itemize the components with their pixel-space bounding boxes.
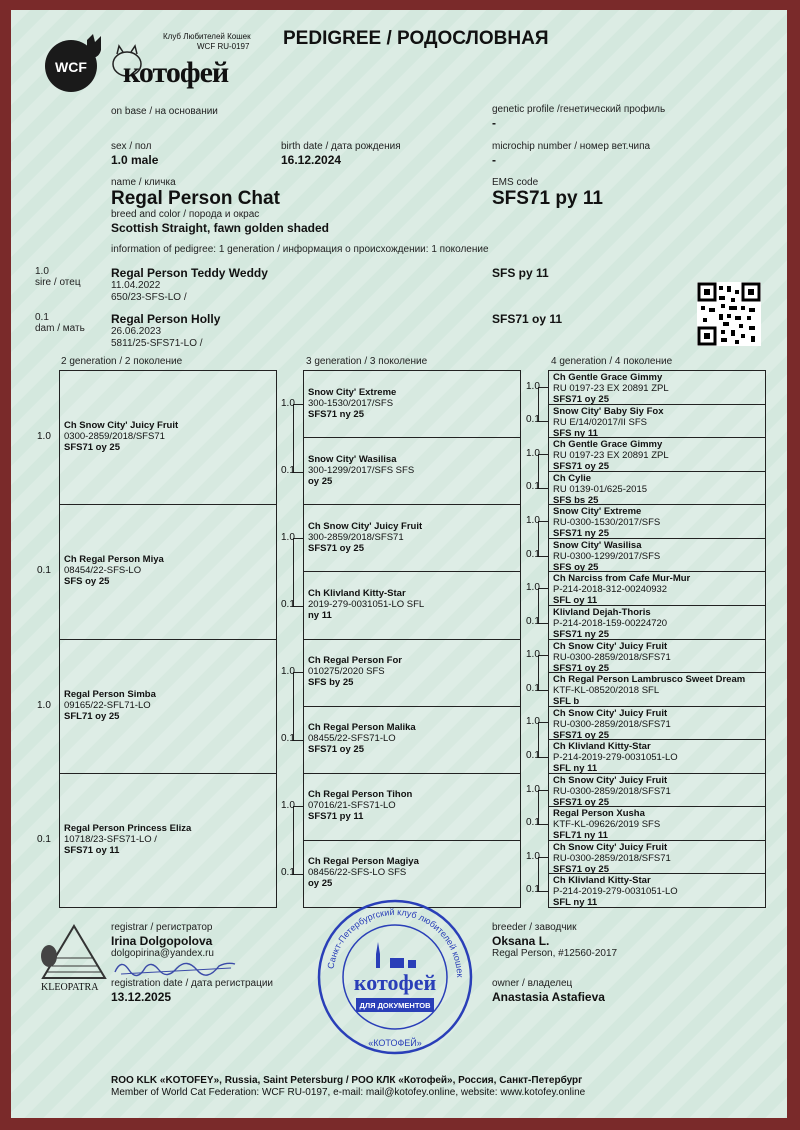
ancestor-info: [308, 789, 518, 822]
ancestor-sex: 0.1: [526, 817, 540, 829]
ancestor-name: Klivland Dejah-Thoris: [553, 606, 651, 618]
ancestor-box: [303, 437, 521, 505]
ancestor-box: [548, 404, 766, 439]
ancestor-info: [553, 439, 763, 472]
club-stamp: [316, 898, 474, 1056]
ancestor-ems: SFS oy 25: [553, 561, 599, 573]
club-code: WCF RU-0197: [197, 42, 250, 51]
ancestor-name: Snow City' Wasilisa: [553, 539, 642, 551]
ancestor-sex: 1.0: [526, 515, 540, 527]
ancestor-box: [303, 571, 521, 639]
ancestor-name: Ch Klivland Kitty-Star: [308, 587, 406, 599]
owner-name: Anastasia Astafieva: [492, 990, 605, 1004]
pedigree-sheet: [11, 10, 787, 1118]
footer-org-line: ROO KLK «KOTOFEY», Russia, Saint Petersburg / РОО КЛК «Котофей», Россия, Санкт-Петербург: [111, 1075, 583, 1086]
ancestor-reg: RU 0139-01/625-2015: [553, 483, 648, 495]
ancestor-ems: oy 25: [308, 475, 333, 487]
ancestor-box: [59, 370, 277, 505]
ancestor-box: [548, 639, 766, 674]
owner-label: owner / владелец: [492, 978, 573, 989]
ancestor-info: [64, 420, 274, 453]
dam-label: dam / мать: [35, 323, 85, 334]
ancestor-box: [548, 437, 766, 472]
ancestor-reg: RU-0300-2859/2018/SFS71: [553, 785, 671, 797]
ancestor-ems: SFS71 oy 11: [64, 844, 120, 856]
ancestor-name: Snow City' Wasilisa: [308, 453, 397, 465]
dam-reg: 5811/25-SFS71-LO /: [111, 338, 203, 349]
birth-label: birth date / дата рождения: [281, 141, 401, 152]
ancestor-info: [308, 722, 518, 755]
ancestor-name: Ch Gentle Grace Gimmy: [553, 372, 663, 383]
ancestor-reg: P-214-2019-279-0031051-LO: [553, 886, 678, 898]
ancestor-name: Regal Person Princess Eliza: [64, 822, 192, 834]
ancestor-name: Ch Regal Person Tihon: [308, 789, 413, 801]
sire-name: Regal Person Teddy Weddy: [111, 266, 268, 280]
ancestor-sex: 1.0: [281, 666, 295, 678]
ancestor-name: Snow City' Extreme: [553, 506, 642, 518]
ancestor-sex: 1.0: [281, 397, 295, 409]
ancestor-reg: RU-0300-2859/2018/SFS71: [553, 852, 671, 864]
ancestor-reg: KTF-KL-09626/2019 SFS: [553, 819, 661, 831]
footer-member-line: Member of World Cat Federation: WCF RU-0197, e-mail: mail@kotofey.online, website: www.kotofey.online: [111, 1087, 586, 1098]
ancestor-reg: P-214-2019-279-0031051-LO: [553, 752, 678, 764]
ancestor-name: Ch Klivland Kitty-Star: [553, 741, 651, 753]
ancestor-reg: 08456/22-SFS-LO SFS: [308, 867, 407, 879]
ems-value: SFS71 py 11: [492, 188, 603, 209]
ancestor-name: Snow City' Extreme: [308, 386, 397, 398]
ancestor-info: [553, 808, 763, 841]
ancestor-sex: 1.0: [526, 447, 540, 459]
ancestor-info: [308, 387, 518, 420]
sire-ems: SFS py 11: [492, 266, 549, 280]
birth-value: 16.12.2024: [281, 153, 342, 167]
dam-ems: SFS71 oy 11: [492, 312, 563, 326]
ancestor-info: [553, 506, 763, 539]
ancestor-reg: 09165/22-SFL71-LO: [64, 699, 151, 711]
ancestor-name: Ch Gentle Grace Gimmy: [553, 439, 663, 451]
ancestor-ems: SFL71 ny 11: [553, 830, 608, 842]
ancestor-info: [553, 674, 763, 707]
ancestor-reg: 08455/22-SFS71-LO: [308, 733, 396, 745]
breed-value: Scottish Straight, fawn golden shaded: [111, 221, 330, 235]
ancestor-ems: SFL ny 11: [553, 763, 598, 775]
ancestor-box: [59, 639, 277, 774]
ancestor-name: Ch Snow City' Juicy Fruit: [553, 640, 668, 652]
on-base-label: on base / на основании: [111, 106, 218, 117]
ancestor-info: [308, 655, 518, 688]
ancestor-ems: SFL b: [553, 696, 580, 708]
ancestor-ems: SFS71 oy 25: [553, 863, 609, 875]
ancestor-info: [64, 554, 274, 587]
registrar-email: dolgopirina@yandex.ru: [111, 948, 214, 959]
kotofey-logo: [109, 30, 269, 94]
ancestor-box: [548, 840, 766, 875]
ancestor-ems: SFS71 oy 25: [308, 744, 364, 756]
ancestor-sex: 0.1: [526, 548, 540, 560]
ancestor-name: Regal Person Xusha: [553, 808, 645, 820]
registrar-label: registrar / регистратор: [111, 922, 213, 933]
ancestor-name: Ch Narciss from Cafe Mur-Mur: [553, 573, 691, 585]
g4-label: 4 generation / 4 поколение: [551, 356, 673, 367]
ancestor-name: Ch Regal Person For: [308, 655, 402, 667]
ancestor-sex: 0.1: [526, 749, 540, 761]
ancestor-name: Ch Regal Person Miya: [64, 554, 164, 566]
ancestor-info: [553, 473, 763, 506]
ancestor-box: [303, 370, 521, 438]
ancestor-reg: RU-0300-1299/2017/SFS: [553, 550, 661, 562]
ancestor-reg: 300-1299/2017/SFS SFS: [308, 464, 415, 476]
svg-text:Санкт-Петербургский клуб любит: Санкт-Петербургский клуб любителей кошек: [325, 906, 466, 978]
sex-value: 1.0 male: [111, 153, 159, 167]
ancestor-sex: 1.0: [526, 582, 540, 594]
ancestor-reg: 300-2859/2018/SFS71: [308, 531, 404, 543]
ancestor-name: Ch Snow City' Juicy Fruit: [64, 420, 179, 432]
breeder-name: Oksana L.: [492, 934, 550, 948]
ancestor-box: [548, 806, 766, 841]
ancestor-ems: SFS71 oy 25: [553, 461, 609, 473]
ancestor-box: [548, 739, 766, 774]
sire-code: 1.0: [35, 266, 49, 277]
ancestor-ems: SFS71 oy 25: [64, 442, 120, 454]
ancestor-info: [553, 573, 763, 606]
svg-text:котофей: котофей: [353, 970, 437, 995]
ancestor-sex: 0.1: [526, 884, 540, 896]
ancestor-reg: RU 0197-23 EX 20891 ZPL: [553, 383, 669, 394]
ancestor-sex: 0.1: [526, 682, 540, 694]
ancestor-box: [548, 538, 766, 573]
ancestor-sex: 0.1: [281, 867, 295, 879]
ancestor-ems: SFL oy 11: [553, 595, 598, 607]
sire-label: sire / отец: [35, 277, 81, 288]
ancestor-ems: SFS ny 11: [553, 427, 598, 439]
ancestor-ems: SFS71 oy 25: [553, 662, 609, 674]
ancestor-sex: 1.0: [526, 716, 540, 728]
ancestor-info: [64, 823, 274, 856]
ancestor-ems: SFS by 25: [308, 677, 354, 689]
page-title: PEDIGREE / РОДОСЛОВНАЯ: [283, 28, 549, 49]
ancestor-box: [303, 706, 521, 774]
breeder-cattery: Regal Person, #12560-2017: [492, 948, 618, 959]
ancestor-info: [553, 607, 763, 640]
pedigree-info: information of pedigree: 1 generation / информация о происхождении: 1 поколение: [111, 244, 489, 255]
ancestor-name: Ch Snow City' Juicy Fruit: [308, 520, 423, 532]
ancestor-info: [64, 689, 274, 722]
ancestor-box: [59, 773, 277, 908]
ancestor-ems: SFS71 ny 25: [553, 628, 609, 640]
ancestor-sex: 0.1: [281, 733, 295, 745]
ancestor-info: [553, 406, 763, 439]
ancestor-ems: SFL ny 11: [553, 897, 598, 909]
ancestor-sex: 1.0: [526, 380, 540, 392]
ancestor-ems: SFS oy 25: [64, 576, 110, 588]
reg-date-value: 13.12.2025: [111, 990, 172, 1004]
ancestor-info: [553, 540, 763, 573]
g2-label: 2 generation / 2 поколение: [61, 356, 183, 367]
ancestor-sex: 0.1: [37, 565, 51, 577]
ancestor-reg: 300-1530/2017/SFS: [308, 397, 394, 409]
ancestor-box: [548, 504, 766, 539]
ancestor-box: [548, 370, 766, 405]
ancestor-info: [308, 588, 518, 621]
svg-text:WCF: WCF: [55, 59, 87, 75]
ancestor-box: [548, 471, 766, 506]
ancestor-ems: oy 25: [308, 878, 333, 890]
ancestor-box: [548, 773, 766, 808]
club-small: Клуб Любителей Кошек: [163, 32, 251, 41]
svg-text:ДЛЯ ДОКУМЕНТОВ: ДЛЯ ДОКУМЕНТОВ: [359, 1001, 431, 1010]
sire-date: 11.04.2022: [111, 280, 161, 291]
ancestor-reg: 10718/23-SFS71-LO /: [64, 833, 157, 845]
reg-date-label: registration date / дата регистрации: [111, 978, 273, 989]
ancestor-reg: RU-0300-1530/2017/SFS: [553, 517, 661, 529]
ancestor-name: Regal Person Simba: [64, 688, 156, 700]
name-label: name / кличка: [111, 177, 176, 188]
cat-name: Regal Person Chat: [111, 188, 280, 209]
dam-name: Regal Person Holly: [111, 312, 221, 326]
ancestor-name: Ch Snow City' Juicy Fruit: [553, 707, 668, 719]
ancestor-sex: 0.1: [526, 481, 540, 493]
ancestor-sex: 0.1: [526, 615, 540, 627]
ancestor-info: [308, 521, 518, 554]
ancestor-box: [548, 706, 766, 741]
breed-label: breed and color / порода и окрас: [111, 209, 260, 220]
ancestor-ems: SFS71 ny 25: [553, 528, 609, 540]
ancestor-sex: 0.1: [37, 833, 51, 845]
ancestor-reg: 010275/2020 SFS: [308, 666, 385, 678]
ancestor-name: Ch Snow City' Juicy Fruit: [553, 774, 668, 786]
ancestor-ems: SFS bs 25: [553, 494, 599, 506]
wcf-logo: [43, 32, 105, 94]
ancestor-sex: 1.0: [37, 699, 51, 711]
genetic-label: genetic profile /генетический профиль: [492, 104, 666, 115]
ancestor-info: [308, 454, 518, 487]
ancestor-ems: SFS71 oy 25: [553, 394, 609, 405]
ancestor-name: Ch Snow City' Juicy Fruit: [553, 841, 668, 853]
ancestor-sex: 0.1: [281, 464, 295, 476]
ancestor-box: [548, 571, 766, 606]
ancestor-info: [553, 741, 763, 774]
ems-label: EMS code: [492, 177, 539, 188]
ancestor-reg: RU E/14/02017/II SFS: [553, 416, 647, 428]
ancestor-reg: P-214-2018-312-00240932: [553, 584, 668, 596]
ancestor-name: Snow City' Baby Siy Fox: [553, 405, 664, 417]
svg-text:«КОТОФЕЙ»: «КОТОФЕЙ»: [368, 1038, 422, 1048]
brand-name: котофей: [123, 56, 229, 89]
ancestor-name: Ch Regal Person Malika: [308, 722, 416, 734]
ancestor-reg: P-214-2018-159-00224720: [553, 617, 668, 629]
ancestor-reg: 08454/22-SFS-LO: [64, 565, 142, 577]
ancestor-sex: 1.0: [526, 783, 540, 795]
ancestor-name: Ch Regal Person Magiya: [308, 856, 419, 868]
ancestor-box: [303, 773, 521, 841]
g3-label: 3 generation / 3 поколение: [306, 356, 428, 367]
ancestor-box: [303, 504, 521, 572]
ancestor-name: Ch Regal Person Lambrusco Sweet Dream: [553, 674, 746, 686]
ancestor-ems: SFS71 ny 25: [308, 408, 364, 420]
ancestor-box: [59, 504, 277, 639]
ancestor-info: [553, 708, 763, 741]
ancestor-ems: SFL71 oy 25: [64, 710, 120, 722]
ancestor-info: [553, 372, 763, 405]
ancestor-reg: RU-0300-2859/2018/SFS71: [553, 718, 671, 730]
ancestor-box: [548, 873, 766, 908]
ancestor-info: [553, 875, 763, 908]
dam-code: 0.1: [35, 312, 49, 323]
ancestor-info: [308, 856, 518, 889]
chip-value: -: [492, 153, 496, 167]
ancestor-ems: ny 11: [308, 609, 332, 621]
ancestor-box: [548, 605, 766, 640]
ancestor-reg: 2019-279-0031051-LO SFL: [308, 598, 425, 610]
ancestor-info: [553, 775, 763, 808]
sire-reg: 650/23-SFS-LO /: [111, 292, 187, 303]
kleopatra-logo: [35, 922, 113, 996]
ancestor-ems: SFS71 oy 25: [553, 796, 609, 808]
ancestor-name: Ch Klivland Kitty-Star: [553, 875, 651, 887]
ancestor-sex: 1.0: [526, 649, 540, 661]
ancestor-sex: 1.0: [281, 531, 295, 543]
ancestor-ems: SFS71 py 11: [308, 811, 364, 823]
ancestor-info: [553, 842, 763, 875]
ancestor-info: [553, 641, 763, 674]
ancestor-box: [548, 672, 766, 707]
breeder-label: breeder / заводчик: [492, 922, 577, 933]
ancestor-sex: 0.1: [281, 598, 295, 610]
kleopatra-text: KLEOPATRA: [41, 982, 99, 993]
ancestor-box: [303, 639, 521, 707]
ancestor-reg: 07016/21-SFS71-LO: [308, 800, 396, 812]
ancestor-sex: 1.0: [526, 850, 540, 862]
ancestor-ems: SFS71 oy 25: [308, 542, 364, 554]
sex-label: sex / пол: [111, 141, 152, 152]
registrar-name: Irina Dolgopolova: [111, 934, 213, 948]
ancestor-sex: 1.0: [37, 431, 51, 443]
ancestor-ems: SFS71 oy 25: [553, 729, 609, 741]
chip-label: microchip number / номер вет.чипа: [492, 141, 651, 152]
ancestor-sex: 1.0: [281, 800, 295, 812]
genetic-value: -: [492, 116, 496, 130]
qr-code[interactable]: [697, 282, 761, 346]
dam-date: 26.06.2023: [111, 326, 162, 337]
ancestor-sex: 0.1: [526, 414, 540, 426]
ancestor-reg: RU-0300-2859/2018/SFS71: [553, 651, 671, 663]
ancestor-name: Ch Cylie: [553, 472, 592, 484]
ancestor-reg: 0300-2859/2018/SFS71: [64, 431, 165, 443]
ancestor-reg: RU 0197-23 EX 20891 ZPL: [553, 450, 669, 462]
ancestor-reg: KTF-KL-08520/2018 SFL: [553, 685, 660, 697]
